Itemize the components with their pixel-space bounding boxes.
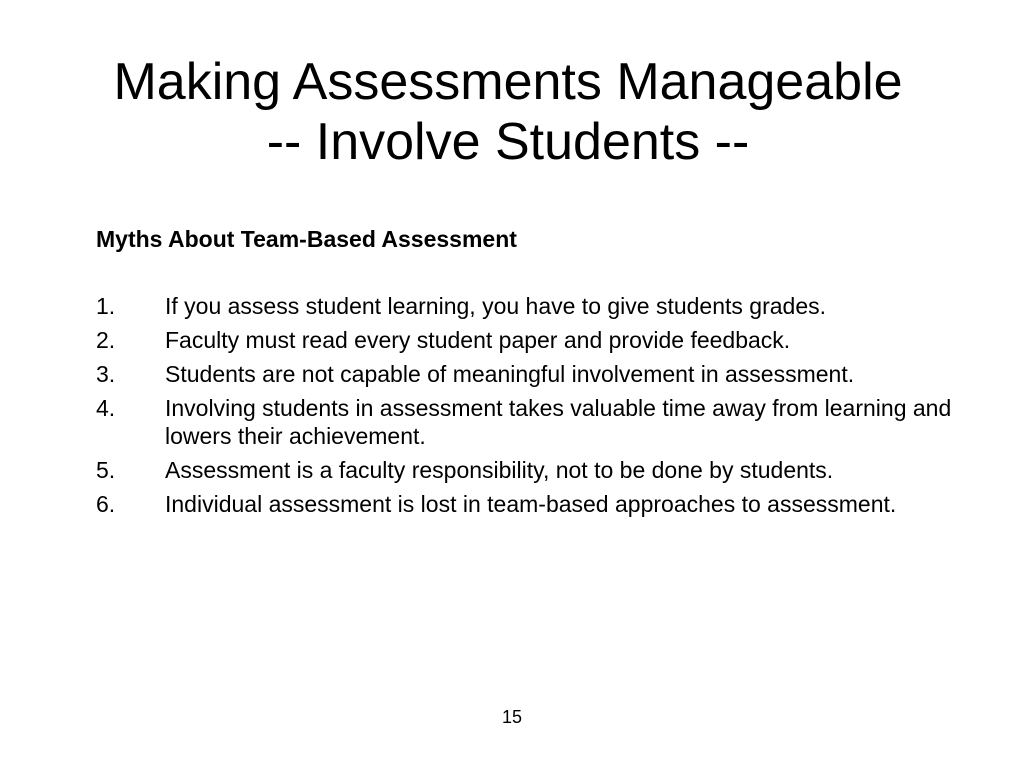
section-heading: Myths About Team-Based Assessment <box>96 226 517 252</box>
list-item-text: Students are not capable of meaningful involvement in assessment. <box>165 361 855 387</box>
title-line-1: Making Assessments Manageable <box>113 53 903 111</box>
list-item-text: Involving students in assessment takes valuable time away from learning and lowers their achievement. <box>165 395 952 449</box>
list-item <box>96 490 956 518</box>
title-line-2: -- Involve Students -- <box>266 113 750 171</box>
list-item-text: Faculty must read every student paper and provide feedback. <box>165 327 791 353</box>
myth-list <box>96 292 956 524</box>
list-item <box>96 326 956 354</box>
list-item-number: 6. <box>96 491 116 517</box>
page-number: 15 <box>501 707 523 727</box>
slide-title <box>0 52 1016 172</box>
list-item-number: 1. <box>96 293 116 319</box>
list-item-number: 4. <box>96 395 116 421</box>
list-item <box>96 394 956 450</box>
list-item-text: If you assess student learning, you have to give students grades. <box>165 293 827 319</box>
list-item-number: 5. <box>96 457 116 483</box>
list-item-text: Individual assessment is lost in team-based approaches to assessment. <box>165 491 897 517</box>
list-item <box>96 456 956 484</box>
list-item-number: 2. <box>96 327 116 353</box>
list-item <box>96 360 956 388</box>
list-item-number: 3. <box>96 361 116 387</box>
list-item-text: Assessment is a faculty responsibility, not to be done by students. <box>165 457 834 483</box>
list-item <box>96 292 956 320</box>
